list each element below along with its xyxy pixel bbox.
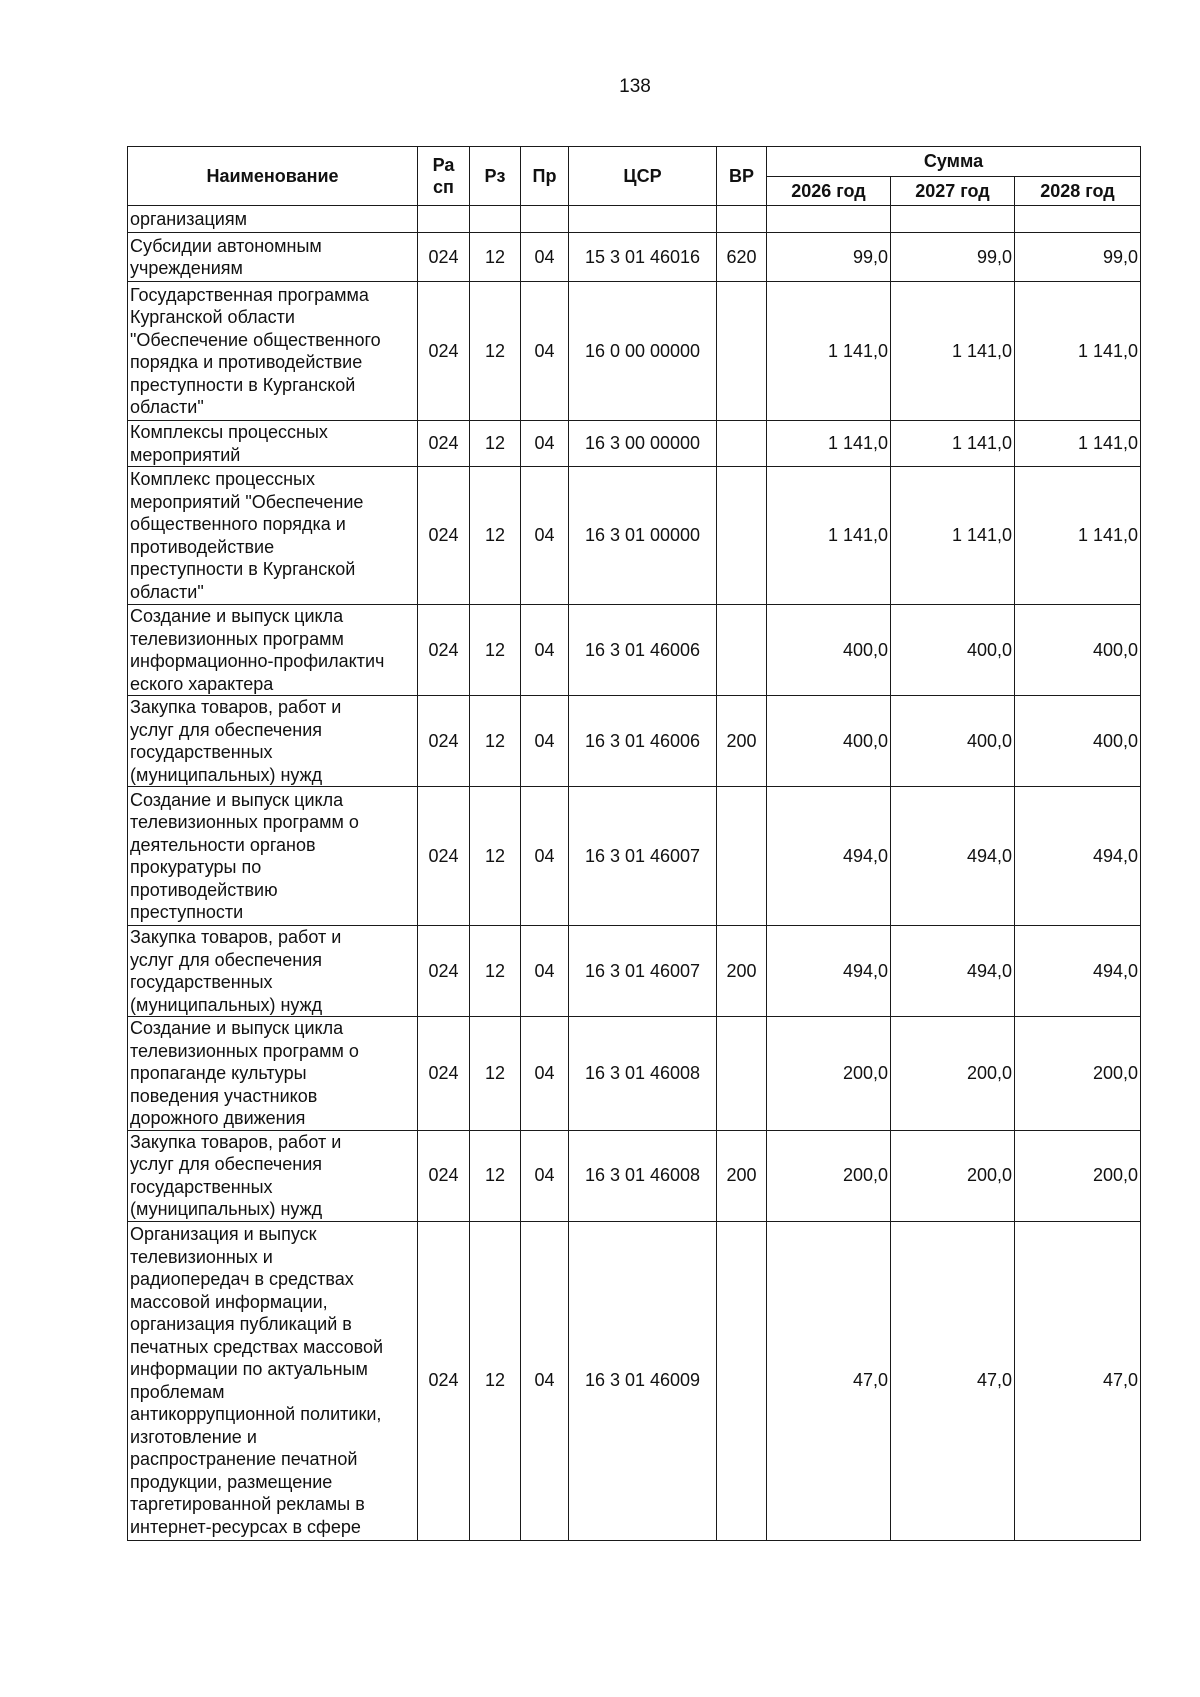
row-amount-2026: 1 141,0	[767, 467, 891, 605]
row-amount-2026	[767, 206, 891, 233]
row-amount-2027	[891, 206, 1015, 233]
row-amount-2027: 494,0	[891, 926, 1015, 1017]
table-body	[128, 206, 1141, 1541]
header-rasp: Ра сп	[418, 147, 470, 206]
table-row	[128, 696, 1141, 787]
row-amount-2027: 1 141,0	[891, 282, 1015, 421]
row-csr: 16 0 00 00000	[569, 282, 717, 421]
row-amount-2026: 99,0	[767, 233, 891, 282]
row-amount-2026: 1 141,0	[767, 421, 891, 467]
row-rz	[470, 206, 521, 233]
row-name: организациям	[128, 206, 418, 233]
table-row	[128, 467, 1141, 605]
row-rz: 12	[470, 467, 521, 605]
row-rasp	[418, 206, 470, 233]
row-csr: 16 3 01 46007	[569, 926, 717, 1017]
row-csr: 16 3 01 46008	[569, 1130, 717, 1221]
row-csr: 16 3 01 46006	[569, 696, 717, 787]
row-pr: 04	[521, 605, 569, 696]
row-amount-2026: 494,0	[767, 787, 891, 926]
row-amount-2028: 99,0	[1015, 233, 1141, 282]
row-rz: 12	[470, 926, 521, 1017]
row-csr: 16 3 01 46007	[569, 787, 717, 926]
row-rz: 12	[470, 696, 521, 787]
row-pr: 04	[521, 421, 569, 467]
row-rasp: 024	[418, 605, 470, 696]
row-amount-2028: 200,0	[1015, 1017, 1141, 1131]
row-vr: 200	[717, 696, 767, 787]
table-row	[128, 787, 1141, 926]
row-name: Государственная программа Курганской области "Обеспечение общественного порядка и противодействие преступности в Курганской области"	[128, 282, 418, 421]
row-name: Создание и выпуск цикла телевизионных программ информационно-профилактич еского характера	[128, 605, 418, 696]
header-year-2026: 2026 год	[767, 177, 891, 206]
header-pr: Пр	[521, 147, 569, 206]
row-name: Создание и выпуск цикла телевизионных программ о деятельности органов прокуратуры по противодействию преступности	[128, 787, 418, 926]
row-amount-2028: 400,0	[1015, 696, 1141, 787]
row-name: Закупка товаров, работ и услуг для обеспечения государственных (муниципальных) нужд	[128, 696, 418, 787]
row-amount-2028: 47,0	[1015, 1221, 1141, 1540]
row-vr	[717, 421, 767, 467]
row-name: Комплексы процессных мероприятий	[128, 421, 418, 467]
row-vr	[717, 787, 767, 926]
row-amount-2027: 400,0	[891, 696, 1015, 787]
row-amount-2028: 1 141,0	[1015, 467, 1141, 605]
row-name: Субсидии автономным учреждениям	[128, 233, 418, 282]
header-sum: Сумма	[767, 147, 1141, 177]
row-amount-2028: 494,0	[1015, 926, 1141, 1017]
table-row	[128, 926, 1141, 1017]
row-amount-2026: 494,0	[767, 926, 891, 1017]
row-vr	[717, 282, 767, 421]
row-pr: 04	[521, 787, 569, 926]
row-pr: 04	[521, 1130, 569, 1221]
row-rasp: 024	[418, 421, 470, 467]
row-rasp: 024	[418, 1017, 470, 1131]
row-csr: 16 3 01 46006	[569, 605, 717, 696]
row-rz: 12	[470, 1221, 521, 1540]
row-amount-2026: 47,0	[767, 1221, 891, 1540]
row-pr: 04	[521, 926, 569, 1017]
row-vr: 620	[717, 233, 767, 282]
row-amount-2027: 1 141,0	[891, 467, 1015, 605]
row-amount-2027: 400,0	[891, 605, 1015, 696]
row-rz: 12	[470, 233, 521, 282]
row-amount-2026: 200,0	[767, 1130, 891, 1221]
row-csr: 15 3 01 46016	[569, 233, 717, 282]
row-rasp: 024	[418, 1221, 470, 1540]
row-pr: 04	[521, 1017, 569, 1131]
table-row	[128, 1221, 1141, 1540]
row-vr	[717, 206, 767, 233]
row-csr: 16 3 01 00000	[569, 467, 717, 605]
table-row	[128, 233, 1141, 282]
header-year-2028: 2028 год	[1015, 177, 1141, 206]
row-rz: 12	[470, 787, 521, 926]
row-amount-2027: 200,0	[891, 1130, 1015, 1221]
header-name: Наименование	[128, 147, 418, 206]
row-rz: 12	[470, 282, 521, 421]
row-vr	[717, 467, 767, 605]
row-name: Закупка товаров, работ и услуг для обеспечения государственных (муниципальных) нужд	[128, 926, 418, 1017]
row-name: Создание и выпуск цикла телевизионных программ о пропаганде культуры поведения участников дорожного движения	[128, 1017, 418, 1131]
row-amount-2027: 47,0	[891, 1221, 1015, 1540]
row-name: Комплекс процессных мероприятий "Обеспечение общественного порядка и противодействие преступности в Курганской области"	[128, 467, 418, 605]
row-rasp: 024	[418, 926, 470, 1017]
row-vr: 200	[717, 1130, 767, 1221]
row-amount-2026: 400,0	[767, 605, 891, 696]
table-row	[128, 1130, 1141, 1221]
budget-table	[127, 146, 1141, 1541]
table-row	[128, 421, 1141, 467]
row-rasp: 024	[418, 1130, 470, 1221]
row-amount-2026: 200,0	[767, 1017, 891, 1131]
row-rz: 12	[470, 1130, 521, 1221]
row-rasp: 024	[418, 233, 470, 282]
row-amount-2028: 494,0	[1015, 787, 1141, 926]
row-pr: 04	[521, 233, 569, 282]
row-name: Организация и выпуск телевизионных и радиопередач в средствах массовой информации, организация публикаций в печатных средствах массовой информации по актуальным проблемам антикоррупционной политики, изготовление и распространение печатной продукции, размещение таргетированной рекламы в интернет-ресурсах в сфере	[128, 1221, 418, 1540]
row-amount-2028: 1 141,0	[1015, 421, 1141, 467]
row-amount-2028: 1 141,0	[1015, 282, 1141, 421]
row-rasp: 024	[418, 787, 470, 926]
row-amount-2026: 1 141,0	[767, 282, 891, 421]
row-pr: 04	[521, 467, 569, 605]
row-amount-2027: 1 141,0	[891, 421, 1015, 467]
header-csr: ЦСР	[569, 147, 717, 206]
row-amount-2028: 400,0	[1015, 605, 1141, 696]
row-rz: 12	[470, 421, 521, 467]
row-amount-2027: 494,0	[891, 787, 1015, 926]
row-name: Закупка товаров, работ и услуг для обеспечения государственных (муниципальных) нужд	[128, 1130, 418, 1221]
header-rz: Рз	[470, 147, 521, 206]
row-pr: 04	[521, 1221, 569, 1540]
row-csr: 16 3 01 46009	[569, 1221, 717, 1540]
row-amount-2028: 200,0	[1015, 1130, 1141, 1221]
header-vr: ВР	[717, 147, 767, 206]
row-vr	[717, 1017, 767, 1131]
row-csr	[569, 206, 717, 233]
table-row	[128, 206, 1141, 233]
table-row	[128, 1017, 1141, 1131]
row-rasp: 024	[418, 467, 470, 605]
row-pr: 04	[521, 282, 569, 421]
row-vr: 200	[717, 926, 767, 1017]
row-vr	[717, 1221, 767, 1540]
row-amount-2026: 400,0	[767, 696, 891, 787]
row-rz: 12	[470, 605, 521, 696]
row-vr	[717, 605, 767, 696]
table-row	[128, 282, 1141, 421]
row-amount-2027: 200,0	[891, 1017, 1015, 1131]
row-rz: 12	[470, 1017, 521, 1131]
header-year-2027: 2027 год	[891, 177, 1015, 206]
table-row	[128, 605, 1141, 696]
row-rasp: 024	[418, 696, 470, 787]
row-csr: 16 3 00 00000	[569, 421, 717, 467]
page-number: 138	[619, 76, 651, 97]
row-pr	[521, 206, 569, 233]
row-pr: 04	[521, 696, 569, 787]
row-amount-2028	[1015, 206, 1141, 233]
row-amount-2027: 99,0	[891, 233, 1015, 282]
row-rasp: 024	[418, 282, 470, 421]
row-csr: 16 3 01 46008	[569, 1017, 717, 1131]
